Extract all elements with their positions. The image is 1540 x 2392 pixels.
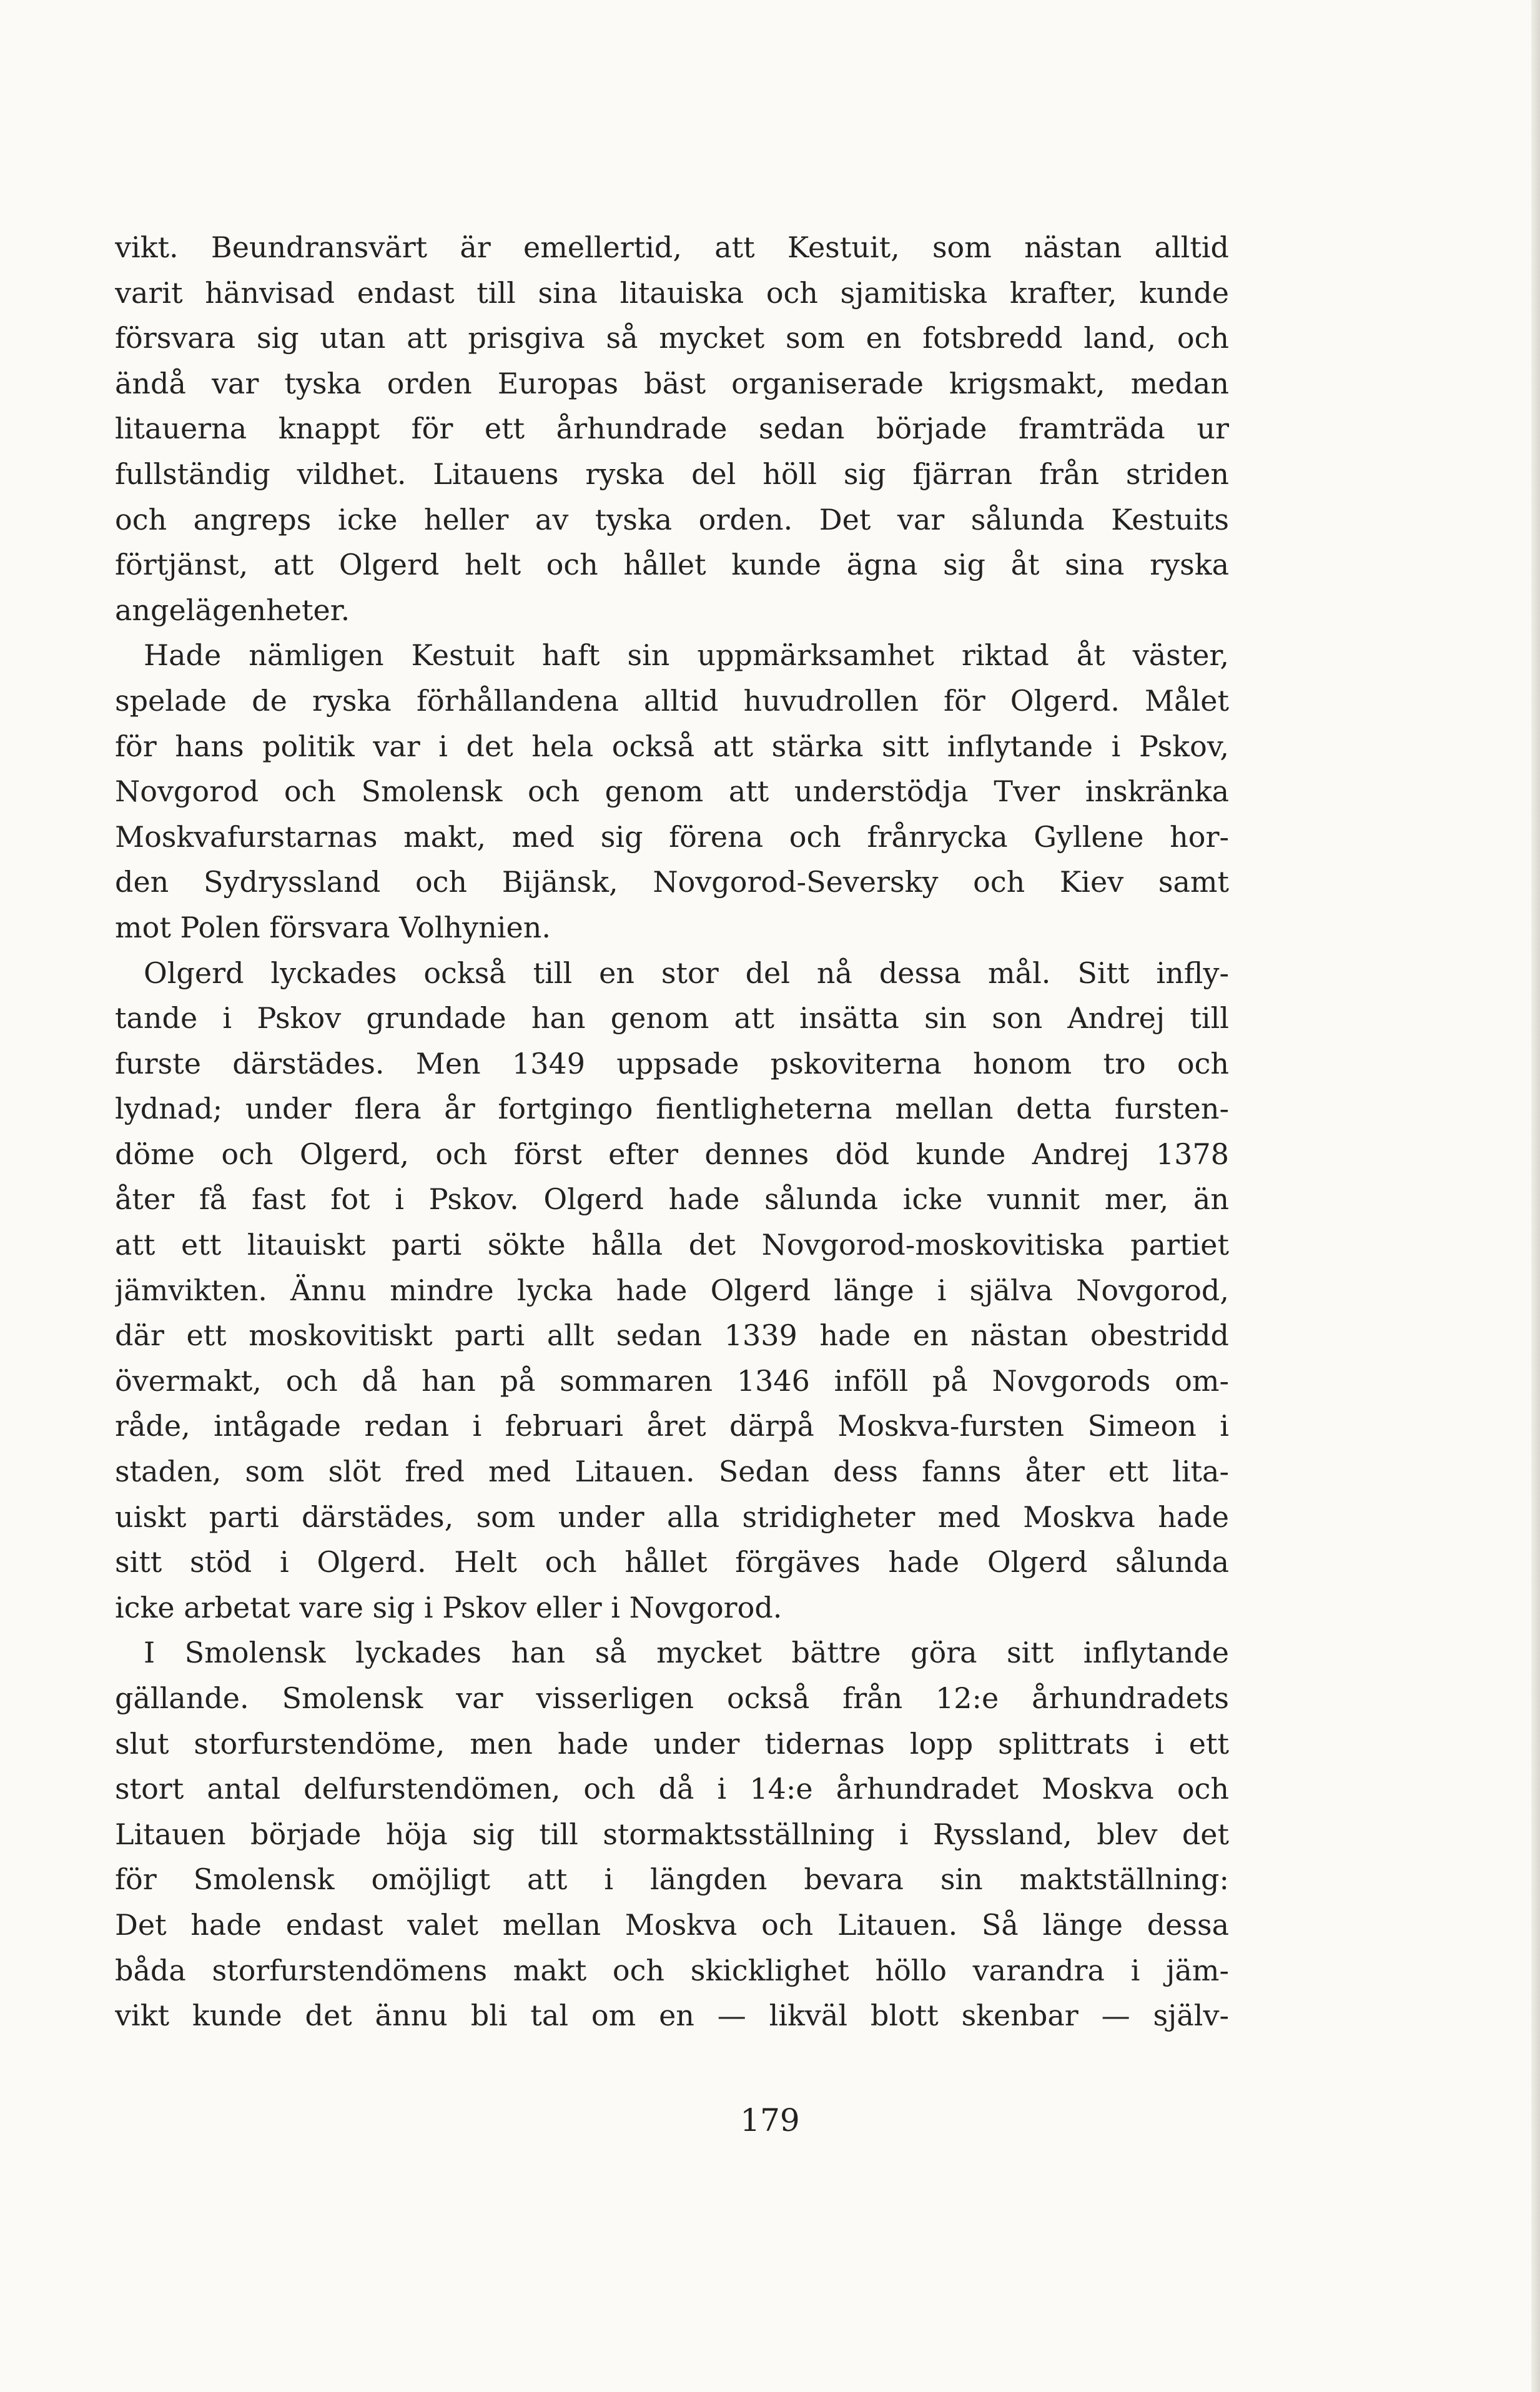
text-line: båda storfurstendömens makt och skicklighet höllo varandra i jäm-	[115, 1953, 1229, 1987]
text-line: ändå var tyska orden Europas bäst organiserade krigsmakt, medan	[115, 366, 1229, 400]
text-line: att ett litauiskt parti sökte hålla det Novgorod-moskovitiska partiet	[115, 1228, 1229, 1262]
text-line: där ett moskovitiskt parti allt sedan 1339 hade en nästan obestridd	[115, 1318, 1229, 1353]
text-line: för Smolensk omöjligt att i längden bevara sin maktställning:	[115, 1862, 1229, 1897]
text-line: varit hänvisad endast till sina litauiska och sjamitiska krafter, kunde	[115, 275, 1229, 310]
text-line: Hade nämligen Kestuit haft sin uppmärksamhet riktad åt väster,	[144, 638, 1229, 673]
text-line: försvara sig utan att prisgiva så mycket som en fotsbredd land, och	[115, 321, 1229, 355]
page-number: 179	[740, 2102, 800, 2138]
text-line: litauerna knappt för ett århundrade sedan började framträda ur	[115, 412, 1229, 446]
text-line: Litauen började höja sig till stormaktsställning i Ryssland, blev det	[115, 1817, 1229, 1851]
text-line: Moskvafurstarnas makt, med sig förena och frånrycka Gyllene hor-	[115, 819, 1229, 854]
text-line: vikt. Beundransvärt är emellertid, att Kestuit, som nästan alltid	[115, 230, 1229, 264]
text-line: döme och Olgerd, och först efter dennes död kunde Andrej 1378	[115, 1137, 1229, 1171]
text-line: slut storfurstendöme, men hade under tidernas lopp splittrats i ett	[115, 1726, 1229, 1761]
text-line: och angreps icke heller av tyska orden. Det var sålunda Kestuits	[115, 502, 1229, 536]
text-line: uiskt parti därstädes, som under alla stridigheter med Moskva hade	[115, 1500, 1229, 1534]
text-line: den Sydryssland och Bijänsk, Novgorod-Seversky och Kiev samt	[115, 865, 1229, 899]
text-line: för hans politik var i det hela också att stärka sitt inflytande i Pskov,	[115, 729, 1229, 763]
text-line: staden, som slöt fred med Litauen. Sedan dess fanns åter ett lita-	[115, 1455, 1229, 1489]
text-line: Det hade endast valet mellan Moskva och Litauen. Så länge dessa	[115, 1907, 1229, 1942]
text-line: sitt stöd i Olgerd. Helt och hållet förgäves hade Olgerd sålunda	[115, 1545, 1229, 1579]
text-line: Olgerd lyckades också till en stor del nå dessa mål. Sitt infly-	[144, 956, 1229, 990]
text-line: gällande. Smolensk var visserligen också från 12:e århundradets	[115, 1681, 1229, 1715]
text-line: övermakt, och då han på sommaren 1346 inföll på Novgorods om-	[115, 1363, 1229, 1398]
text-line: Novgorod och Smolensk och genom att understödja Tver inskränka	[115, 774, 1229, 809]
text-line: tande i Pskov grundade han genom att insätta sin son Andrej till	[115, 1001, 1229, 1035]
text-line: jämvikten. Ännu mindre lycka hade Olgerd länge i själva Novgorod,	[115, 1273, 1229, 1307]
text-line: stort antal delfurstendömen, och då i 14:e århundradet Moskva och	[115, 1772, 1229, 1806]
text-line: åter få fast fot i Pskov. Olgerd hade sålunda icke vunnit mer, än	[115, 1182, 1229, 1217]
text-line: råde, intågade redan i februari året därpå Moskva-fursten Simeon i	[115, 1409, 1229, 1443]
text-line: förtjänst, att Olgerd helt och hållet kunde ägna sig åt sina ryska	[115, 548, 1229, 582]
text-line: lydnad; under flera år fortgingo fientligheterna mellan detta fursten-	[115, 1092, 1229, 1126]
body-text	[115, 225, 1229, 2039]
text-line: mot Polen försvara Volhynien.	[115, 910, 551, 944]
text-line: furste därstädes. Men 1349 uppsade pskoviterna honom tro och	[115, 1046, 1229, 1080]
text-line: icke arbetat vare sig i Pskov eller i Novgorod.	[115, 1590, 782, 1624]
text-line: vikt kunde det ännu bli tal om en — likväl blott skenbar — själv-	[115, 1999, 1229, 2033]
text-line: I Smolensk lyckades han så mycket bättre göra sitt inflytande	[144, 1636, 1229, 1670]
page-edge-shadow	[1531, 0, 1540, 2392]
text-line: spelade de ryska förhållandena alltid huvudrollen för Olgerd. Målet	[115, 683, 1229, 718]
text-line: fullständig vildhet. Litauens ryska del höll sig fjärran från striden	[115, 457, 1229, 491]
text-line: angelägenheter.	[115, 593, 350, 627]
